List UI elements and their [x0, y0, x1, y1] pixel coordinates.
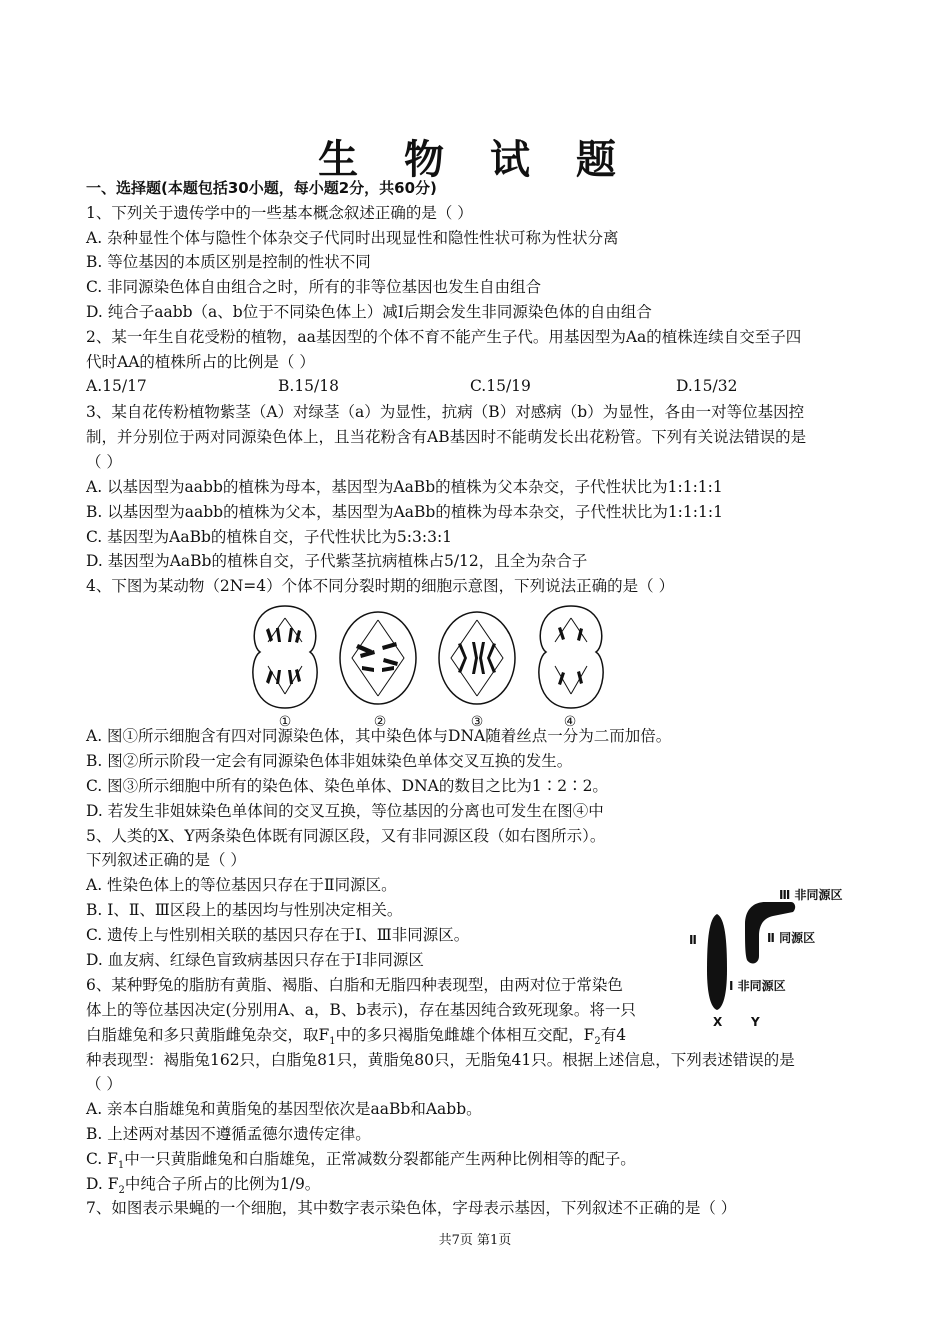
q5-option-a: A. 性染色体上的等位基因只存在于Ⅱ同源区。	[86, 876, 397, 894]
q6-text: 中纯合子所占的比例为1/9。	[124, 1175, 321, 1193]
q4-option-b: B. 图②所示阶段一定会有同源染色体非姐妹染色单体交叉互换的发生。	[86, 752, 573, 770]
q2-stem-line1: 2、某一年生自花受粉的植物，aa基因型的个体不育不能产生子代。用基因型为Aa的植株连续自交至子四	[86, 328, 802, 346]
x-region-mark: Ⅱ	[689, 933, 697, 947]
figure-label-4: ④	[563, 714, 577, 730]
q2-option-a: A.15/17	[86, 377, 147, 395]
figure-label-1: ①	[278, 714, 292, 730]
q6-sub: 2	[118, 1185, 125, 1197]
q5-option-b: B. Ⅰ、Ⅱ、Ⅲ区段上的基因均与性别决定相关。	[86, 901, 403, 919]
q5-stem-line2: 下列叙述正确的是（ ）	[86, 851, 246, 869]
xy-chromosome-figure	[685, 880, 865, 1030]
q4-stem: 4、下图为某动物（2N=4）个体不同分裂时期的细胞示意图，下列说法正确的是（ ）	[86, 577, 675, 595]
q4-option-c: C. 图③所示细胞中所有的染色体、染色单体、DNA的数目之比为1∶2∶2。	[86, 777, 608, 795]
q4-option-d: D. 若发生非姐妹染色单体间的交叉互换，等位基因的分离也可发生在图④中	[86, 802, 604, 820]
region1-label: Ⅰ 非同源区	[729, 979, 786, 993]
q3-option-c: C. 基因型为AaBb的植株自交，子代性状比为5:3:3:1	[86, 528, 453, 546]
y-chromosome-label: Y	[751, 1015, 760, 1029]
q2-stem-line2: 代时AA的植株所占的比例是（ ）	[86, 353, 315, 371]
q1-stem: 1、下列关于遗传学中的一些基本概念叙述正确的是（ ）	[86, 204, 473, 222]
q4-option-a: A. 图①所示细胞含有四对同源染色体，其中染色体与DNA随着丝点一分为二而加倍。	[86, 727, 672, 745]
q6-option-a: A. 亲本白脂雄兔和黄脂兔的基因型依次是aaBb和Aabb。	[86, 1100, 482, 1118]
q6-stem-line5: （ ）	[86, 1075, 122, 1093]
q2-option-c: C.15/19	[470, 377, 531, 395]
q3-stem-line3: （ ）	[86, 453, 122, 471]
q1-option-c: C. 非同源染色体自由组合之时，所有的非等位基因也发生自由组合	[86, 278, 542, 296]
q6-stem-line1: 6、某种野兔的脂肪有黄脂、褐脂、白脂和无脂四种表现型，由两对位于常染色	[86, 976, 623, 994]
q2-option-d: D.15/32	[676, 377, 738, 395]
q6-option-b: B. 上述两对基因不遵循孟德尔遗传定律。	[86, 1125, 371, 1143]
q6-text: 白脂雄兔和多只黄脂雌兔杂交，取F	[86, 1026, 330, 1044]
q6-sub: 1	[329, 1036, 336, 1048]
q6-stem-line3	[86, 1025, 626, 1052]
q6-stem-line2: 体上的等位基因决定(分别用A、a，B、b表示)，存在基因纯合致死现象。将一只	[86, 1001, 636, 1019]
q6-text: 中的多只褐脂兔雌雄个体相互交配，F	[335, 1026, 595, 1044]
page-title: 生 物 试 题	[318, 137, 632, 183]
section-heading: 一、选择题(本题包括30小题，每小题2分，共60分)	[86, 179, 437, 197]
q1-option-a: A. 杂种显性个体与隐性个体杂交子代同时出现显性和隐性性状可称为性状分离	[86, 229, 619, 247]
q3-stem-line2: 制，并分别位于两对同源染色体上，且当花粉含有AB基因时不能萌发长出花粉管。下列有关说法错误的是	[86, 428, 807, 446]
q6-text: C. F	[86, 1150, 118, 1168]
region3-label: Ⅲ 非同源区	[779, 888, 843, 902]
q5-stem-line1: 5、人类的X、Y两条染色体既有同源区段，又有非同源区段（如右图所示）。	[86, 827, 606, 845]
q6-text: 中一只黄脂雌兔和白脂雄兔，正常减数分裂都能产生两种比例相等的配子。	[124, 1150, 636, 1168]
q6-sub: 1	[117, 1160, 125, 1172]
region2-label: Ⅱ 同源区	[767, 931, 816, 945]
figure-label-3: ③	[470, 714, 484, 730]
q3-stem-line1: 3、某自花传粉植物紫茎（A）对绿茎（a）为显性，抗病（B）对感病（b）为显性，各由一对等位基因控	[86, 403, 805, 421]
q2-option-b: B.15/18	[278, 377, 339, 395]
q6-sub: 2	[594, 1036, 601, 1048]
q6-text: 有4	[600, 1026, 627, 1044]
q6-option-c	[86, 1149, 636, 1176]
q6-text: D. F	[86, 1175, 119, 1193]
q7-stem: 7、如图表示果蝇的一个细胞，其中数字表示染色体，字母表示基因，下列叙述不正确的是（ ）	[86, 1199, 737, 1217]
q1-option-b: B. 等位基因的本质区别是控制的性状不同	[86, 253, 371, 271]
q3-option-b: B. 以基因型为aabb的植株为父本，基因型为AaBb的植株为母本杂交，子代性状比为1:1:1:1	[86, 503, 723, 521]
q5-option-d: D. 血友病、红绿色盲致病基因只存在于Ⅰ非同源区	[86, 951, 424, 969]
q3-option-a: A. 以基因型为aabb的植株为母本，基因型为AaBb的植株为父本杂交，子代性状比为1:1:1:1	[86, 478, 723, 496]
x-chromosome-label: X	[713, 1015, 723, 1029]
q1-option-d: D. 纯合子aabb（a、b位于不同染色体上）减Ⅰ后期会发生非同源染色体的自由组合	[86, 303, 652, 321]
figure-label-2: ②	[373, 714, 387, 730]
page-footer: 共7页 第1页	[438, 1233, 512, 1248]
cell-division-figure	[240, 600, 620, 730]
q3-option-d: D. 基因型为AaBb的植株自交，子代紫茎抗病植株占5/12，且全为杂合子	[86, 552, 588, 570]
q5-option-c: C. 遗传上与性别相关联的基因只存在于Ⅰ、Ⅲ非同源区。	[86, 926, 470, 944]
q6-stem-line4: 种表现型：褐脂兔162只，白脂兔81只，黄脂兔80只，无脂兔41只。根据上述信息，下列表述错误的是	[86, 1051, 795, 1069]
